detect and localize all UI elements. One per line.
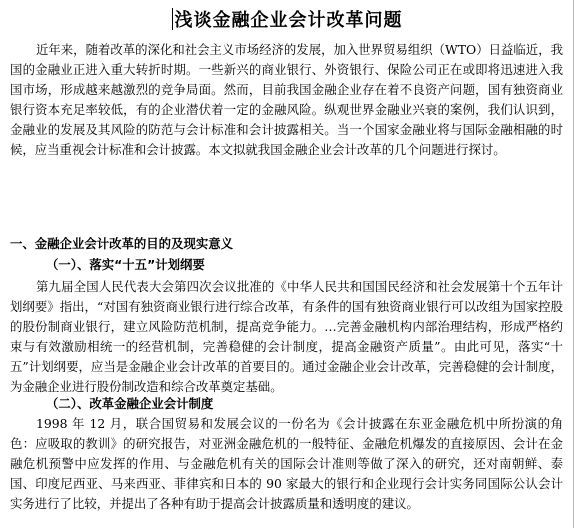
title-line bbox=[0, 6, 574, 32]
subsection-paragraph: 第九届全国人民代表大会第四次会议批准的《中华人民共和国国民经济和社会发展第十个五年计划纲要》指出，“对国有独资商业银行进行综合改革，有条件的国有独资商业银行可以改组为国家控股的股份制商业银行，建立风险防范机制，提高竞争能力。…完善金融机构内部治理结构，形成严格约束与有效激励相统一的经营机制，完善稳健的会计制度，提高金融资产质量”。由此可见，落实“十五”计划纲要，应当是金融企业会计改革的首要目的。通过金融企业会计改革，完善稳健的会计制度，为金融企业进行股份制改造和综合改革奠定基础。 bbox=[10, 279, 563, 394]
section-heading: 一、金融企业会计改革的目的及现实意义 bbox=[10, 236, 234, 251]
subsection-heading: （一）、落实“十五”计划纲要 bbox=[46, 257, 205, 272]
subsection-paragraph: 1998 年 12 月，联合国贸易和发展会议的一份名为《会计披露在东亚金融危机中所扮演的角色：应吸取的教训》的研究报告，对亚洲金融危机的一般特征、金融危机爆发的直接原因、会计在金融危机预警中应发挥的作用、与金融危机有关的国际会计准则等做了深入的研究，还对南朝鲜、泰国、印度尼西亚、马来西亚、菲律宾和日本的 90 家最大的银行和企业现行会计实务同国际公认会计实务进行了比较，并提出了各种有助于提高会计披露质量和透明度的建议。 bbox=[10, 416, 563, 511]
text-cursor bbox=[172, 8, 173, 30]
intro-paragraph: 近年来，随着改革的深化和社会主义市场经济的发展，加入世界贸易组织（WTO）日益临近，我国的金融业正进入重大转折时期。一些新兴的商业银行、外资银行、保险公司正在或即将迅速进入我国市场，形成越来越激烈的竞争局面。然而，目前我国金融企业存在着不良资产问题，国有独资商业银行资本充足率较低，有的企业潜伏着一定的金融风险。纵观世界金融业兴衰的案例，我们认识到，金融业的发展及其风险的防范与会计标准和会计披露相关。当一个国家金融业将与国际金融相融的时候，应当重视会计标准和会计披露。本文拟就我国金融企业会计改革的几个问题进行探讨。 bbox=[10, 42, 563, 157]
subsection-heading: （二）、改革金融企业会计制度 bbox=[46, 396, 214, 411]
document-title: 浅谈金融企业会计改革问题 bbox=[174, 10, 403, 31]
